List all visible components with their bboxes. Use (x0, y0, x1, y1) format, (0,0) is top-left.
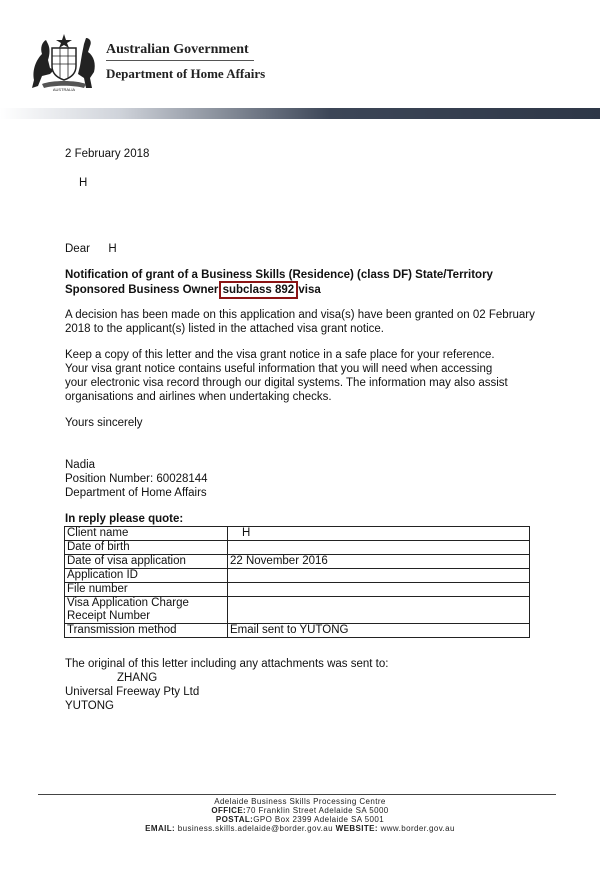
heading-line-2-end: visa (295, 284, 321, 296)
notification-heading (65, 268, 493, 298)
paragraph-line: 2018 to the applicant(s) listed in the attached visa grant notice. (65, 323, 385, 335)
office-address: 70 Franklin Street Adelaide SA 5000 (246, 806, 389, 815)
website-label: WEBSITE: (335, 824, 378, 833)
vac-label-line-2: Receipt Number (67, 610, 151, 622)
application-date-label: Date of visa application (65, 555, 228, 569)
table-row (65, 527, 530, 541)
table-row (65, 624, 530, 638)
postal-label: POSTAL: (215, 815, 254, 824)
vac-label-line-1: Visa Application Charge (67, 597, 189, 609)
paragraph-line: Your visa grant notice contains useful information that you will need when accessing (65, 363, 493, 375)
table-row (65, 555, 530, 569)
date-of-birth-value (228, 541, 530, 555)
footer-centre: Adelaide Business Skills Processing Centre (214, 797, 386, 806)
paragraph-line: organisations and airlines when undertaking checks. (65, 391, 332, 403)
footer-contact (0, 824, 600, 834)
file-number-label: File number (65, 583, 228, 597)
recipient-contact: YUTONG (65, 700, 114, 712)
postal-address: GPO Box 2399 Adelaide SA 5001 (253, 815, 385, 824)
client-name-value (228, 527, 530, 541)
quote-title: In reply please quote: (65, 513, 184, 525)
office-label: OFFICE: (211, 806, 247, 815)
footer-divider (38, 794, 556, 795)
sent-to-block (65, 657, 388, 713)
letter-date: 2 February 2018 (65, 148, 150, 160)
coat-of-arms-icon (28, 30, 100, 92)
closing: Yours sincerely (65, 417, 143, 429)
email-address: business.skills.adelaide@border.gov.au (177, 824, 334, 833)
decision-paragraph (65, 308, 535, 336)
reference-table (64, 526, 530, 638)
sent-to-intro: The original of this letter including any attachments was sent to: (65, 658, 389, 670)
heading-line-1: Notification of grant of a Business Skills (Residence) (class DF) State/Territory (65, 269, 493, 281)
paragraph-line: Keep a copy of this letter and the visa grant notice in a safe place for your reference. (65, 349, 495, 361)
header-band (0, 108, 600, 119)
government-title: Australian Government (106, 42, 249, 57)
website-address: www.border.gov.au (380, 824, 455, 833)
salutation-word: Dear (65, 243, 90, 255)
paragraph-line: A decision has been made on this application and visa(s) have been granted on 02 February (65, 309, 535, 321)
recipient-company: Universal Freeway Pty Ltd (65, 686, 200, 698)
keep-copy-paragraph (65, 348, 508, 404)
table-row (65, 569, 530, 583)
department-title: Department of Home Affairs (106, 66, 266, 81)
transmission-value: Email sent to YUTONG (228, 624, 530, 638)
signatory-position: Position Number: 60028144 (65, 473, 208, 485)
heading-line-2 (65, 283, 493, 298)
signatory-name: Nadia (65, 459, 96, 471)
paragraph-line: your electronic visa record through our digital systems. The information may also assist (65, 377, 508, 389)
table-row (65, 541, 530, 555)
file-number-value (228, 583, 530, 597)
application-date-value: 22 November 2016 (228, 555, 530, 569)
heading-line-2-start: Sponsored Business Owner (65, 284, 222, 296)
application-id-label: Application ID (65, 569, 228, 583)
recipient-name: ZHANG (117, 672, 158, 684)
transmission-label: Transmission method (65, 624, 228, 638)
table-row (65, 583, 530, 597)
table-row (65, 597, 530, 624)
signatory-block (65, 458, 208, 500)
salutation-name: H (108, 243, 117, 255)
letterhead-divider (106, 60, 254, 61)
application-id-value (228, 569, 530, 583)
vac-receipt-value (228, 597, 530, 624)
email-label: EMAIL: (145, 824, 176, 833)
client-name-text: H (242, 527, 251, 539)
addressee: H (79, 177, 88, 189)
date-of-birth-label: Date of birth (65, 541, 228, 555)
subclass-highlight: subclass 892 (222, 284, 295, 296)
svg-text:AUSTRALIA: AUSTRALIA (52, 87, 76, 92)
signatory-department: Department of Home Affairs (65, 487, 207, 499)
salutation (65, 242, 117, 256)
vac-receipt-label (65, 597, 228, 624)
client-name-label: Client name (65, 527, 228, 541)
